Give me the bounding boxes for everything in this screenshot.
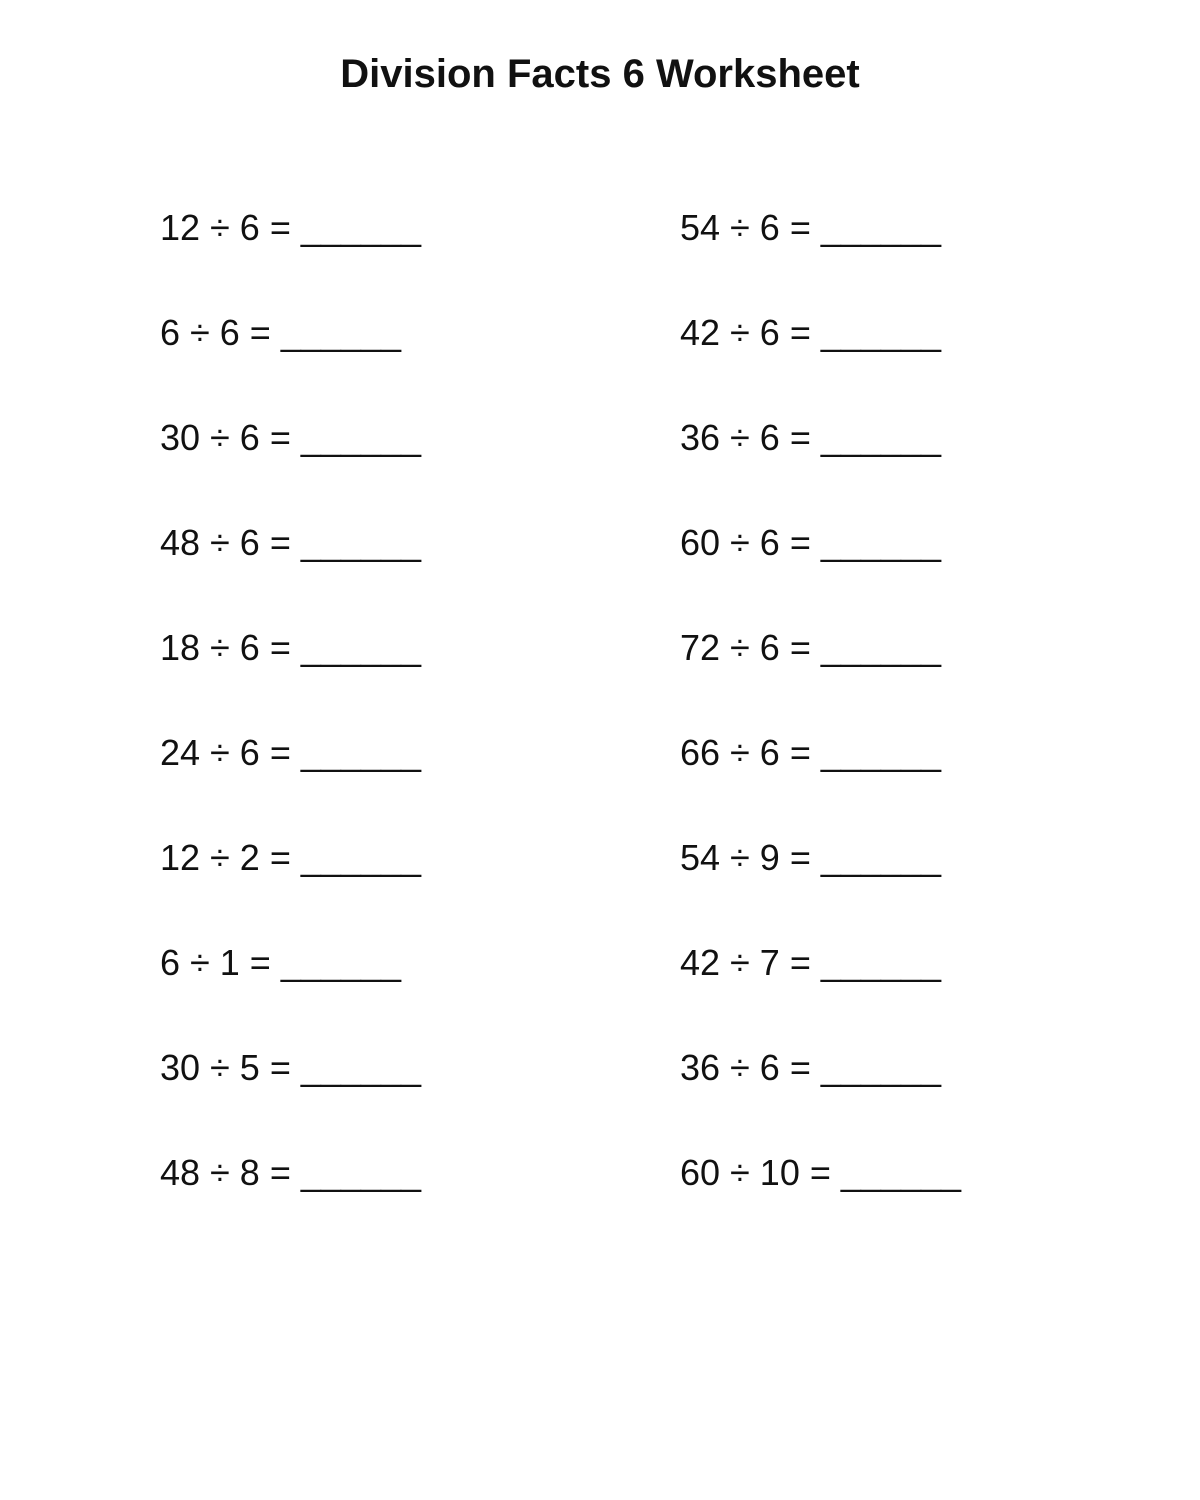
problem: 60 ÷ 6 = ______ — [680, 522, 941, 563]
problem: 18 ÷ 6 = ______ — [160, 627, 421, 668]
problem: 48 ÷ 6 = ______ — [160, 522, 421, 563]
problem: 30 ÷ 5 = ______ — [160, 1047, 421, 1088]
problem: 12 ÷ 6 = ______ — [160, 207, 421, 248]
problem: 12 ÷ 2 = ______ — [160, 837, 421, 878]
problem: 42 ÷ 6 = ______ — [680, 312, 941, 353]
worksheet-title: Division Facts 6 Worksheet — [340, 52, 860, 96]
problem: 54 ÷ 6 = ______ — [680, 207, 941, 248]
problem: 30 ÷ 6 = ______ — [160, 417, 421, 458]
problem: 54 ÷ 9 = ______ — [680, 837, 941, 878]
problem: 42 ÷ 7 = ______ — [680, 942, 941, 983]
problem: 36 ÷ 6 = ______ — [680, 417, 941, 458]
problem: 6 ÷ 1 = ______ — [160, 942, 401, 983]
problem: 36 ÷ 6 = ______ — [680, 1047, 941, 1088]
problem: 6 ÷ 6 = ______ — [160, 312, 401, 353]
problem: 72 ÷ 6 = ______ — [680, 627, 941, 668]
problem: 66 ÷ 6 = ______ — [680, 732, 941, 773]
problem: 60 ÷ 10 = ______ — [680, 1152, 962, 1193]
left-problem-column — [160, 200, 421, 1250]
problem: 24 ÷ 6 = ______ — [160, 732, 421, 773]
right-problem-column — [680, 200, 961, 1250]
problem: 48 ÷ 8 = ______ — [160, 1152, 421, 1193]
